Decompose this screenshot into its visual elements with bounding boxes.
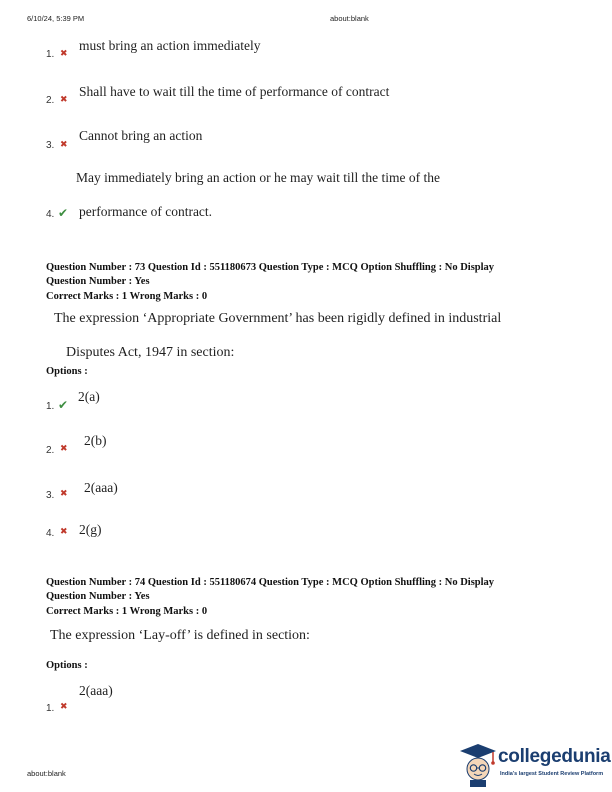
option-text: 2(aaa) (79, 683, 113, 698)
option-text: Cannot bring an action (79, 128, 203, 143)
option-text: Shall have to wait till the time of performance of contract (79, 84, 390, 99)
option-number: 4. (46, 209, 55, 220)
marks-line: Correct Marks : 1 Wrong Marks : 0 (46, 606, 208, 617)
options-label: Options : (46, 660, 88, 671)
logo-wordmark: collegedunia (498, 746, 611, 767)
option-number: 4. (46, 528, 55, 539)
question-meta: Question Number : Yes (46, 591, 150, 602)
print-url: about:blank (330, 14, 369, 23)
wrong-icon: ✖ (60, 140, 68, 150)
option-text: must bring an action immediately (79, 38, 261, 53)
correct-check-icon: ✔ (58, 398, 69, 412)
question-text: The expression ‘Lay-off’ is defined in section: (50, 628, 310, 643)
option-number: 3. (46, 490, 55, 501)
wrong-icon: ✖ (60, 95, 68, 105)
option-number: 2. (46, 95, 55, 106)
question-text: Disputes Act, 1947 in section: (66, 345, 235, 360)
question-meta: Question Number : 73 Question Id : 551180673 Question Type : MCQ Option Shuffling : No Display (46, 262, 495, 273)
wrong-icon: ✖ (60, 702, 68, 712)
option-text: May immediately bring an action or he may wait till the time of the (76, 170, 441, 185)
option-text: 2(a) (78, 389, 100, 404)
footer-url: about:blank (27, 769, 66, 778)
question-meta: Question Number : Yes (46, 276, 150, 287)
option-number: 1. (46, 401, 55, 412)
wrong-icon: ✖ (60, 527, 68, 537)
wrong-icon: ✖ (60, 49, 68, 59)
option-text: performance of contract. (79, 204, 213, 219)
wrong-icon: ✖ (60, 489, 68, 499)
option-text: 2(aaa) (84, 480, 118, 495)
option-text: 2(b) (84, 433, 107, 448)
collegedunia-logo (458, 740, 611, 788)
option-number: 3. (46, 140, 55, 151)
marks-line: Correct Marks : 1 Wrong Marks : 0 (46, 291, 208, 302)
logo-tagline: India's largest Student Review Platform (500, 771, 604, 777)
option-number: 2. (46, 445, 55, 456)
graduate-mascot-icon (458, 742, 498, 788)
question-text: The expression ‘Appropriate Government’ has been rigidly defined in industrial (54, 311, 502, 326)
question-meta: Question Number : 74 Question Id : 551180674 Question Type : MCQ Option Shuffling : No Display (46, 577, 495, 588)
option-number: 1. (46, 703, 55, 714)
correct-check-icon: ✔ (58, 206, 69, 220)
option-number: 1. (46, 49, 55, 60)
print-datetime: 6/10/24, 5:39 PM (27, 14, 85, 23)
options-label: Options : (46, 366, 88, 377)
wrong-icon: ✖ (60, 444, 68, 454)
option-text: 2(g) (79, 522, 102, 537)
